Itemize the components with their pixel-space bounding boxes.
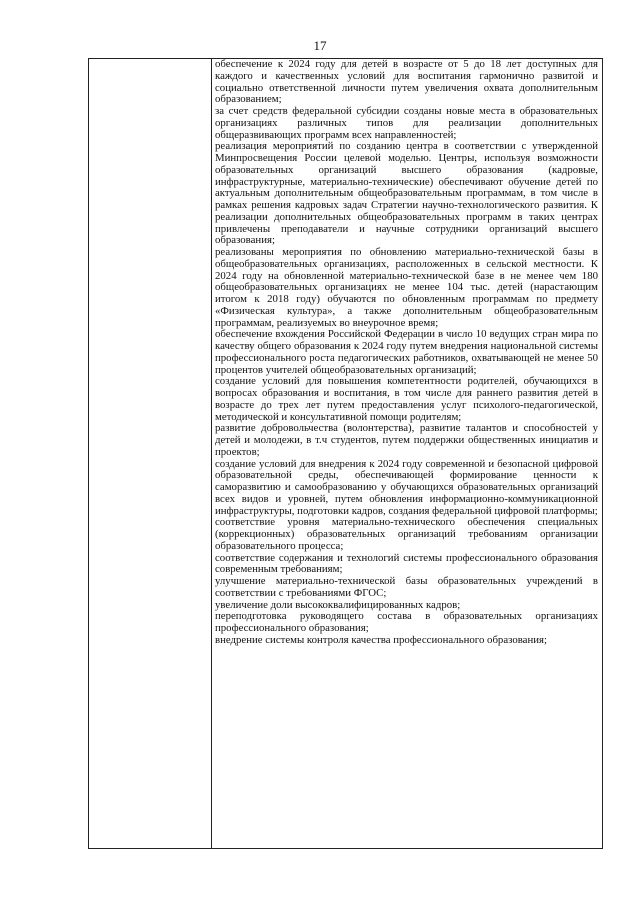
paragraph-9: соответствие уровня материально-технического обеспечения специальных (коррекционных) образовательных организаций требованиям организации образовательного процесса; [215,516,598,552]
page-number: 17 [313,38,327,53]
paragraph-8: создание условий для внедрения к 2024 году современной и безопасной цифровой образовательной среды, обеспечивающей формирование ценности к саморазвитию и самообразованию у обучающихся образовательных организаций всех видов и уровней, путем обновления информационно-коммуникационной инфраструктуры, подготовки кадров, создания федеральной цифровой платформы; [215,457,598,517]
paragraph-13: переподготовка руководящего состава в образовательных организациях профессионального образования; [215,610,598,634]
paragraph-11: улучшение материально-технической базы образовательных учреждений в соответствии с требованиями ФГОС; [215,575,598,599]
paragraph-10: соответствие содержания и технологий системы профессионального образования современным требованиям; [215,551,598,576]
paragraph-7: развитие добровольчества (волонтерства), развитие талантов и способностей у детей и молодежи, в т.ч студентов, путем поддержки общественных инициатив и проектов; [215,422,598,458]
paragraph-2: за счет средств федеральной субсидии созданы новые места в образовательных организациях различных типов для реализации дополнительных общеразвивающих программ всех направленностей; [215,105,598,141]
paragraph-4: реализованы мероприятия по обновлению материально-технической базы в общеобразовательных организациях, расположенных в сельской местности. К 2024 году на обновленной материально-технической базе в не менее чем 180 общеобразовательных организациях не менее 104 тыс. детей (нарастающим итогом к 2018 году) обучаются по обновленным программам по предмету «Физическая культура», а также дополнительным общеобразовательным программам, реализуемых во внеурочное время; [215,246,598,329]
paragraph-12: увеличение доли высококвалифицированных кадров; [215,598,461,611]
paragraph-6: создание условий для повышения компетентности родителей, обучающихся в вопросах образования и воспитания, в том числе для раннего развития детей в возрасте до трех лет путем предоставления услуг психолого-педагогической, методической и консультативной помощи родителям; [215,375,598,423]
document-table [88,58,603,849]
table-left-column [89,59,212,848]
paragraph-1: обеспечение к 2024 году для детей в возрасте от 5 до 18 лет доступных для каждого и качественных условий для воспитания гармонично развитой и социально ответственной личности путем увеличения охвата дополнительным образованием; [215,59,598,106]
paragraph-3: реализация мероприятий по созданию центра в соответствии с утвержденной Минпросвещения России целевой моделью. Центры, используя возможности образовательных организаций высшего образования (кадровые, инфраструктурные, материально-технические) обеспечивают обучение детей по актуальным дополнительным общеобразовательным программам, в том числе в рамках решения кадровых задач Стратегии научно-технологического развития. К реализации дополнительных общеобразовательных программ в таких центрах привлечены преподаватели и научные сотрудники организаций высшего образования; [215,140,598,247]
paragraph-14: внедрение системы контроля качества профессионального образования; [215,633,547,646]
table-right-column [213,59,600,848]
paragraph-5: обеспечение вхождения Российской Федерации в число 10 ведущих стран мира по качеству общего образования к 2024 году путем внедрения национальной системы профессионального роста педагогических работников, охватывающей не менее 50 процентов учителей общеобразовательных организаций; [215,328,598,376]
